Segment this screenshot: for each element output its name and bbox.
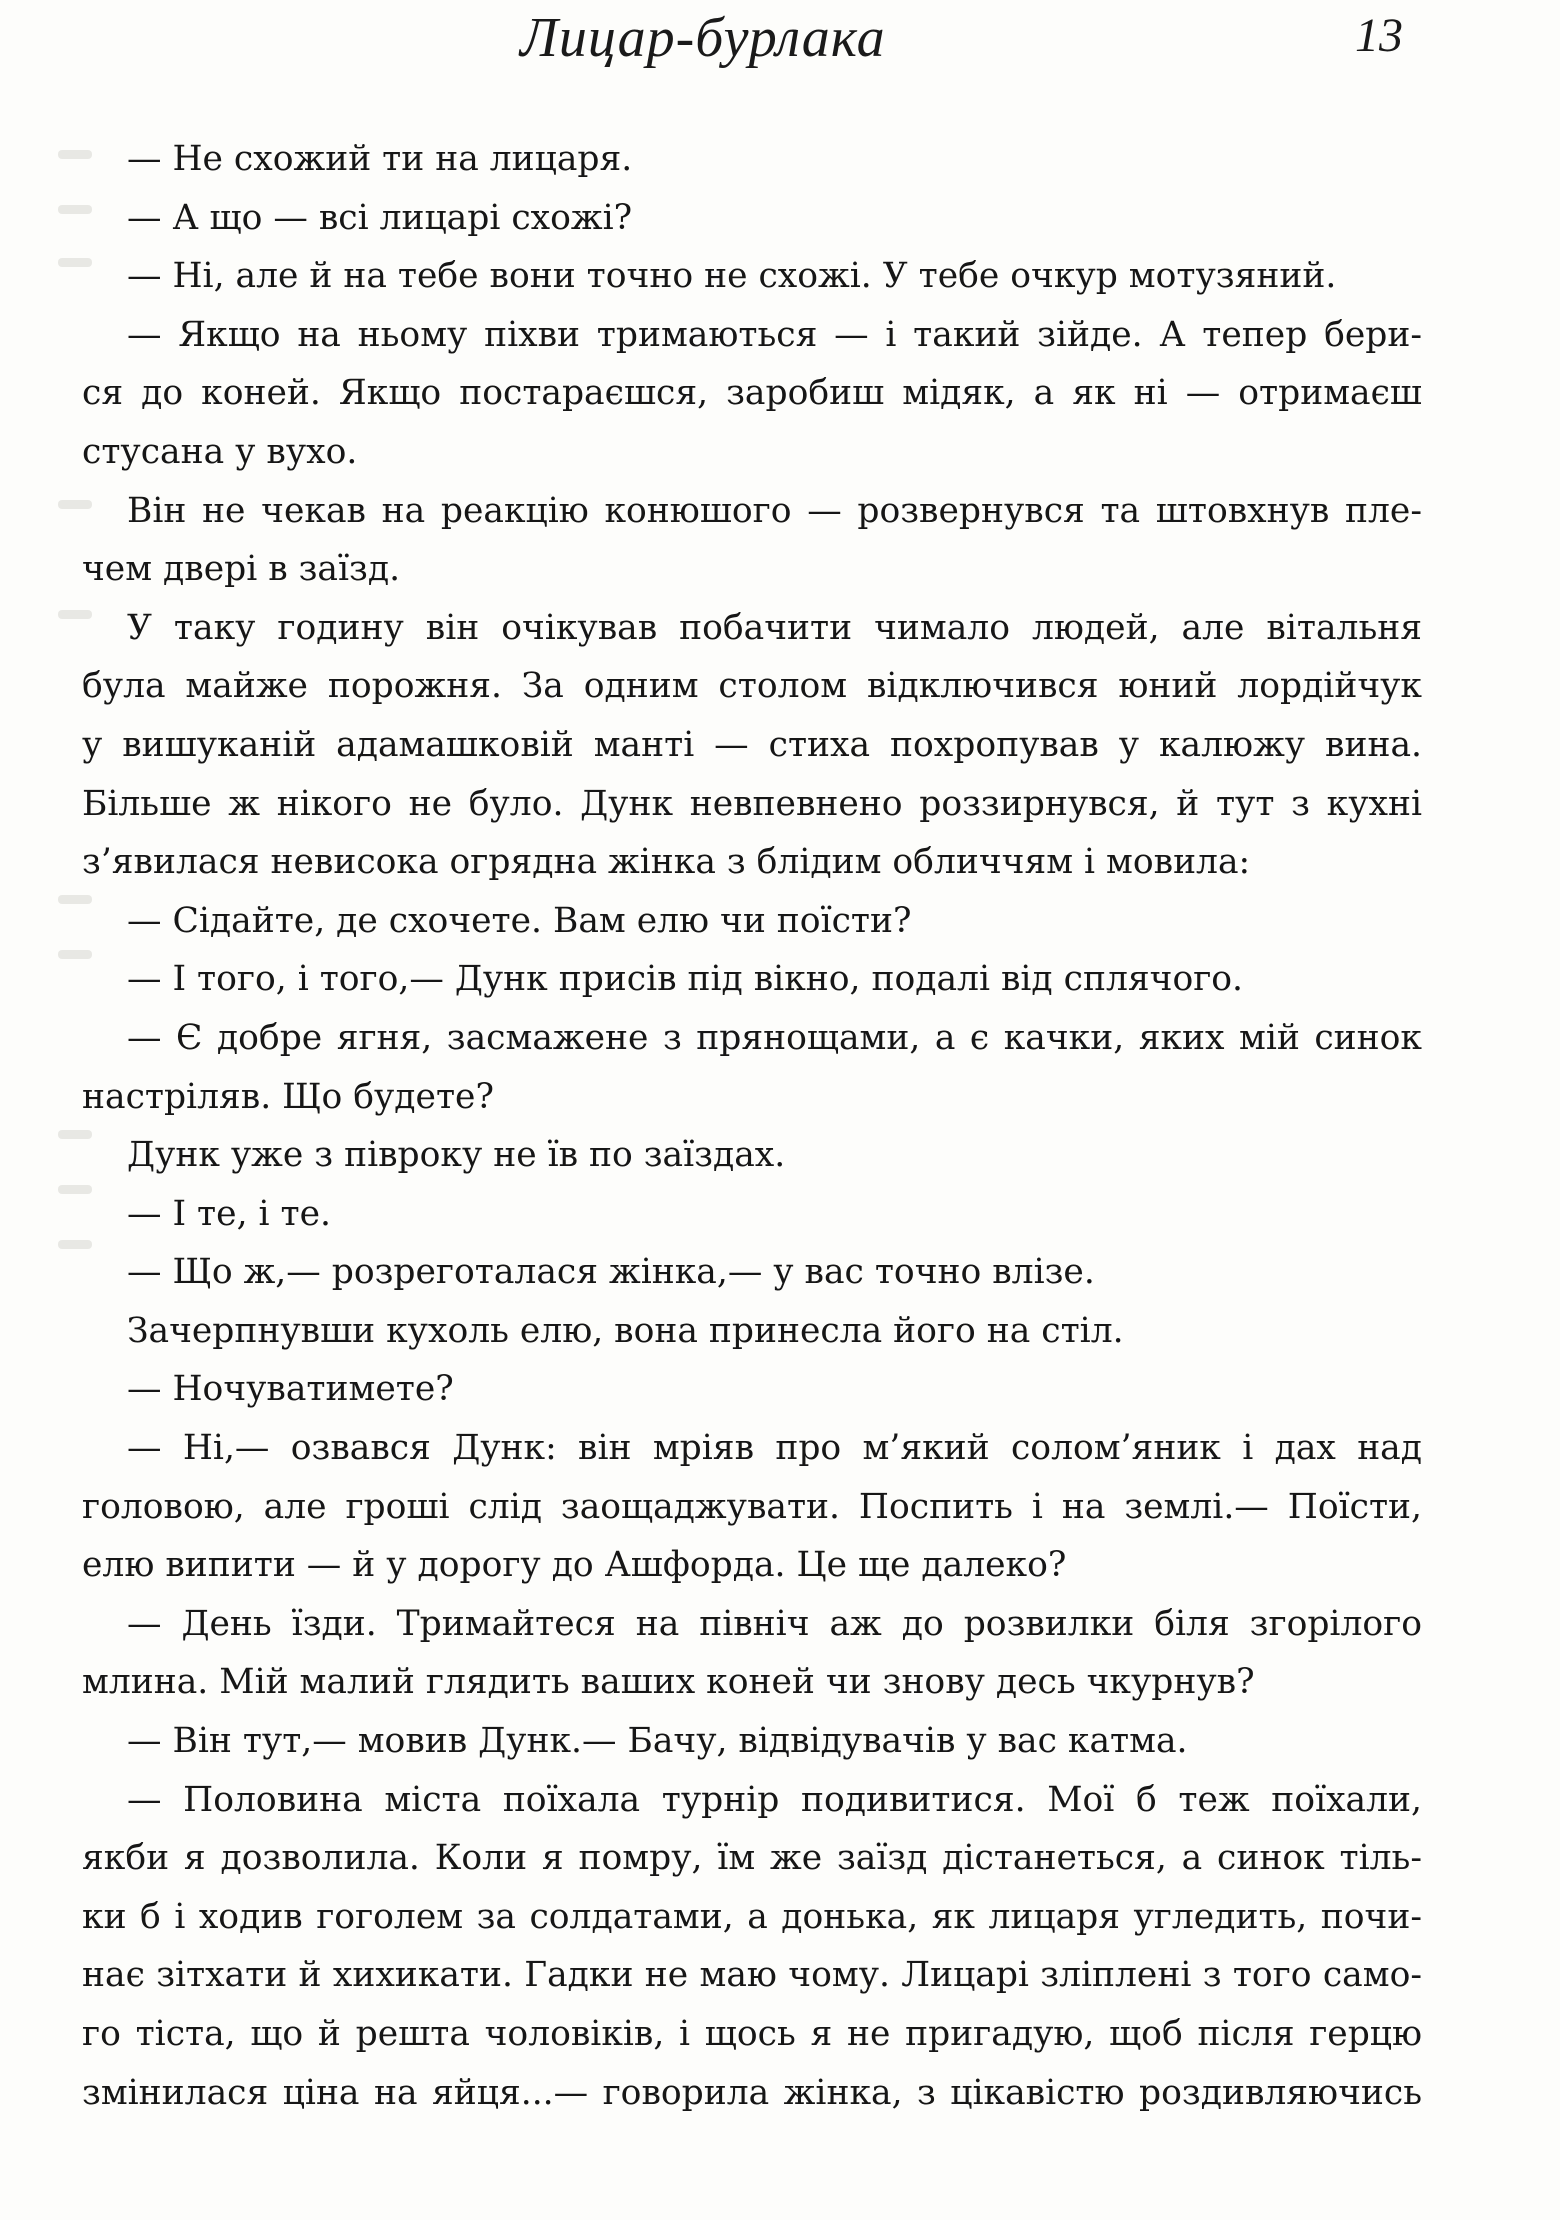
- text-line: — Сідайте, де схочете. Вам елю чи поїсти?: [127, 900, 912, 941]
- text-line: нає зітхати й хихикати. Гадки не маю чому. Лицарі зліплені з того само-: [82, 1955, 1422, 1996]
- text-line: ся до коней. Якщо постараєшся, заробиш мідяк, а як ні — отримаєш: [82, 373, 1422, 414]
- text-line: — Не схожий ти на лицаря.: [127, 139, 633, 179]
- text-line: ки б і ходив гоголем за солдатами, а донька, як лицаря угледить, почи-: [82, 1896, 1422, 1937]
- text-line: — Ні,— озвався Дунк: він мріяв про м’який солом’яник і дах над: [127, 1428, 1422, 1469]
- text-line: — Є добре ягня, засмажене з прянощами, а є качки, яких мій синок: [127, 1017, 1422, 1058]
- text-line: — Якщо на ньому піхви тримаються — і такий зійде. А тепер бери-: [127, 314, 1422, 355]
- text-line: елю випити — й у дорогу до Ашфорда. Це ще далеко?: [82, 1545, 1067, 1586]
- text-line: стусана у вухо.: [82, 431, 358, 472]
- text-line: У таку годину він очікував побачити чимало людей, але вітальня: [127, 607, 1422, 648]
- text-line: — День їзди. Тримайтеся на північ аж до розвилки біля згорілого: [127, 1603, 1422, 1644]
- running-head: [0, 0, 1560, 90]
- text-line: була майже порожня. За одним столом відключився юний лордійчук: [82, 666, 1422, 707]
- text-line: — А що — всі лицарі схожі?: [127, 197, 633, 238]
- body-text: [82, 130, 1422, 2122]
- text-line: Він не чекав на реакцію конюшого — розвернувся та штовхнув пле-: [127, 490, 1422, 531]
- running-head-title: Лицар-бурлака: [520, 7, 886, 69]
- text-line: з’явилася невисока огрядна жінка з блідим обличчям і мовила:: [82, 842, 1251, 883]
- page-number: 13: [1355, 9, 1403, 62]
- text-line: — І те, і те.: [127, 1193, 331, 1234]
- text-line: — Половина міста поїхала турнір подивитися. Мої б теж поїхали,: [127, 1779, 1422, 1820]
- text-line: — Він тут,— мовив Дунк.— Бачу, відвідувачів у вас катма.: [127, 1721, 1188, 1762]
- text-line: якби я дозволила. Коли я помру, їм же заїзд дістанеться, а синок тіль-: [82, 1838, 1422, 1879]
- text-line: — Ночуватимете?: [127, 1369, 454, 1410]
- text-line: Більше ж нікого не було. Дунк невпевнено роззирнувся, й тут з кухні: [82, 783, 1422, 824]
- text-line: го тіста, що й решта чоловіків, і щось я не пригадую, щоб після герцю: [82, 2014, 1422, 2054]
- text-line: Зачерпнувши кухоль елю, вона принесла його на стіл.: [127, 1310, 1124, 1351]
- margin-bleed-marks: [0, 0, 80, 2220]
- text-line: настріляв. Що будете?: [82, 1076, 494, 1117]
- text-line: млина. Мій малий глядить ваших коней чи знову десь чкурнув?: [82, 1662, 1255, 1703]
- text-line: головою, але гроші слід заощаджувати. Поспить і на землі.— Поїсти,: [82, 1486, 1422, 1527]
- text-line: чем двері в заїзд.: [82, 549, 401, 590]
- text-line: — Ні, але й на тебе вони точно не схожі. У тебе очкур мотузяний.: [127, 256, 1337, 297]
- text-line: — Що ж,— розреготалася жінка,— у вас точно влізе.: [127, 1252, 1095, 1293]
- text-line: змінилася ціна на яйця...— говорила жінка, з цікавістю роздивляючись: [82, 2072, 1422, 2113]
- text-line: Дунк уже з півроку не їв по заїздах.: [127, 1135, 786, 1176]
- text-line: — І того, і того,— Дунк присів під вікно, подалі від сплячого.: [127, 959, 1244, 1000]
- text-line: у вишуканій адамашковій манті — стиха похропував у калюжу вина.: [82, 724, 1422, 765]
